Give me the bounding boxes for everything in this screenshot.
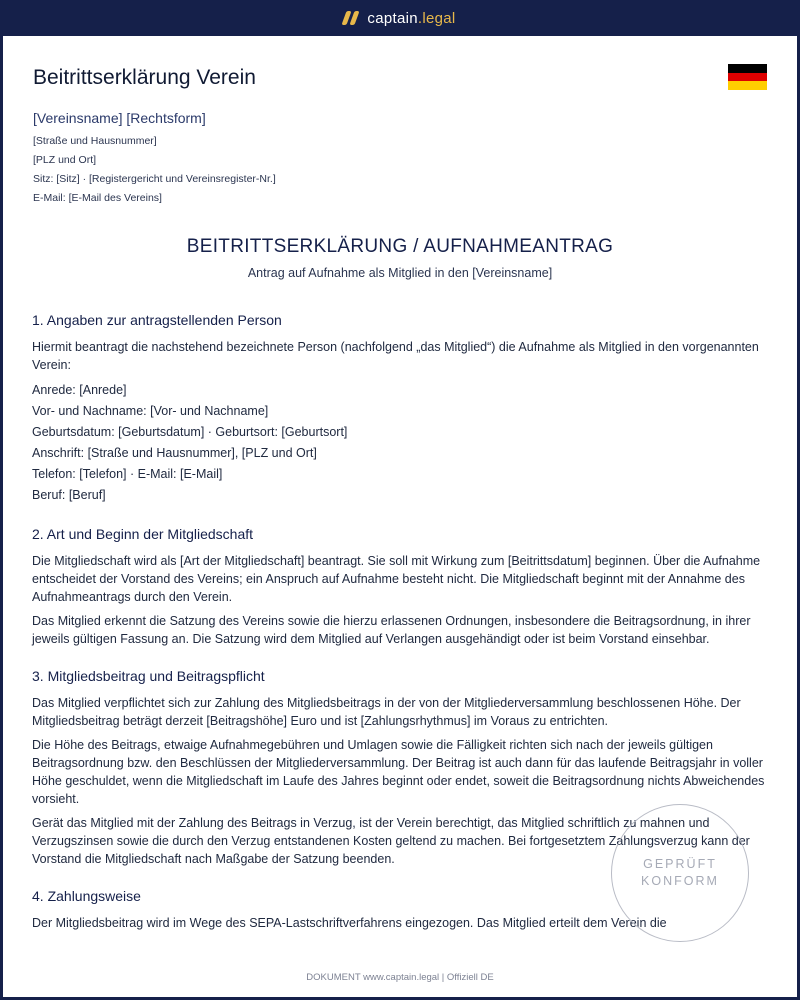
address-line: [Straße und Hausnummer] <box>33 135 157 147</box>
verified-seal <box>611 804 749 942</box>
brand-name: captain <box>367 9 418 27</box>
field-line: Anrede: [Anrede] <box>32 383 127 397</box>
seal-line: KONFORM <box>641 874 719 888</box>
section-paragraph: Der Mitgliedsbeitrag wird im Wege des SEPA-Lastschriftverfahrens eingezogen. Das Mitglied erteilt dem Verein die <box>32 916 667 930</box>
section-paragraph: Die Höhe des Beitrags, etwaige Aufnahmegebühren und Umlagen sowie die Fälligkeit richten sich nach der jeweils gültigen Beitragsordnung bzw. den Beschlüssen der Mitgliederversammlung. Der Beitrag ist auch dann für das laufende Beitragsjahr in voller Höhe geschuldet, wenn die Mitgliedschaft im Laufe des Jahres beginnt oder endet, soweit die Beitragsordnung nichts Abweichendes vorsieht. <box>32 738 765 806</box>
section-title: 3. Mitgliedsbeitrag und Beitragspflicht <box>32 668 265 684</box>
section-title: 4. Zahlungsweise <box>32 888 141 904</box>
seal-line: GEPRÜFT <box>643 857 717 871</box>
section-membership <box>32 526 772 648</box>
section-paragraph: Die Mitgliedschaft wird als [Art der Mitgliedschaft] beantragt. Sie soll mit Wirkung zum [Beitrittsdatum] beginnen. Über die Aufnahme entscheidet der Vorstand des Vereins; ein Anspruch auf Aufnahme besteht nicht. Die Mitgliedschaft beginnt mit der Annahme des Aufnahmeantrags durch den Verein. <box>32 554 761 604</box>
applicant-fields <box>32 380 772 506</box>
page-footer <box>3 948 797 997</box>
address-line: E-Mail: [E-Mail des Vereins] <box>33 192 162 204</box>
section-paragraph: Das Mitglied verpflichtet sich zur Zahlung des Mitgliedsbeitrags in der von der Mitgliederversammlung beschlossenen Höhe. Der Mitgliedsbeitrag beträgt derzeit [Beitragshöhe] Euro und ist [Zahlungsrhythmus] im Voraus zu entrichten. <box>32 696 741 728</box>
brand-domain: .legal <box>417 9 456 27</box>
logo-mark-icon <box>344 11 357 25</box>
field-line: Geburtsdatum: [Geburtsdatum] · Geburtsort: [Geburtsort] <box>32 425 348 439</box>
section-title: 1. Angaben zur antragstellenden Person <box>32 312 282 328</box>
address-line: Sitz: [Sitz] · [Registergericht und Vereinsregister-Nr.] <box>33 173 276 185</box>
german-flag-icon <box>728 64 767 90</box>
field-line: Beruf: [Beruf] <box>32 488 106 502</box>
club-name: [Vereinsname] [Rechtsform] <box>33 110 206 126</box>
top-bar <box>0 0 800 36</box>
club-header <box>33 110 276 208</box>
section-paragraph: Gerät das Mitglied mit der Zahlung des Beitrags in Verzug, ist der Verein berechtigt, das Mitglied schriftlich zu mahnen und Verzugszinsen sowie die durch den Verzug entstandenen Kosten geltend zu machen. Bei fortgesetztem Zahlungsverzug kann der Vorstand die Mitgliedschaft nach Maßgabe der Satzung beenden. <box>32 816 750 866</box>
section-applicant <box>32 312 772 506</box>
field-line: Anschrift: [Straße und Hausnummer], [PLZ und Ort] <box>32 446 317 460</box>
brand-logo[interactable] <box>344 10 455 27</box>
sub-heading: Antrag auf Aufnahme als Mitglied in den [Vereinsname] <box>247 266 553 280</box>
field-line: Telefon: [Telefon] · E-Mail: [E-Mail] <box>32 467 223 481</box>
address-line: [PLZ und Ort] <box>33 154 97 166</box>
document-page <box>3 36 797 997</box>
section-paragraph: Hiermit beantragt die nachstehend bezeichnete Person (nachfolgend „das Mitglied“) die Aufnahme als Mitglied in den vorgenannten Verein: <box>32 340 759 372</box>
section-paragraph: Das Mitglied erkennt die Satzung des Vereins sowie die hierzu erlassenen Ordnungen, insbesondere die Beitragsordnung, in ihrer jeweils gültigen Fassung an. Die Satzung wird dem Mitglied auf Verlangen ausgehändigt oder ist beim Vorstand einsehbar. <box>32 614 751 646</box>
section-title: 2. Art und Beginn der Mitgliedschaft <box>32 526 254 542</box>
footer-text: DOKUMENT www.captain.legal | Offiziell DE <box>306 972 494 983</box>
document-title: Beitrittserklärung Verein <box>33 66 256 89</box>
field-line: Vor- und Nachname: [Vor- und Nachname] <box>32 404 269 418</box>
main-heading: BEITRITTSERKLÄRUNG / AUFNAHMEANTRAG <box>186 236 614 257</box>
